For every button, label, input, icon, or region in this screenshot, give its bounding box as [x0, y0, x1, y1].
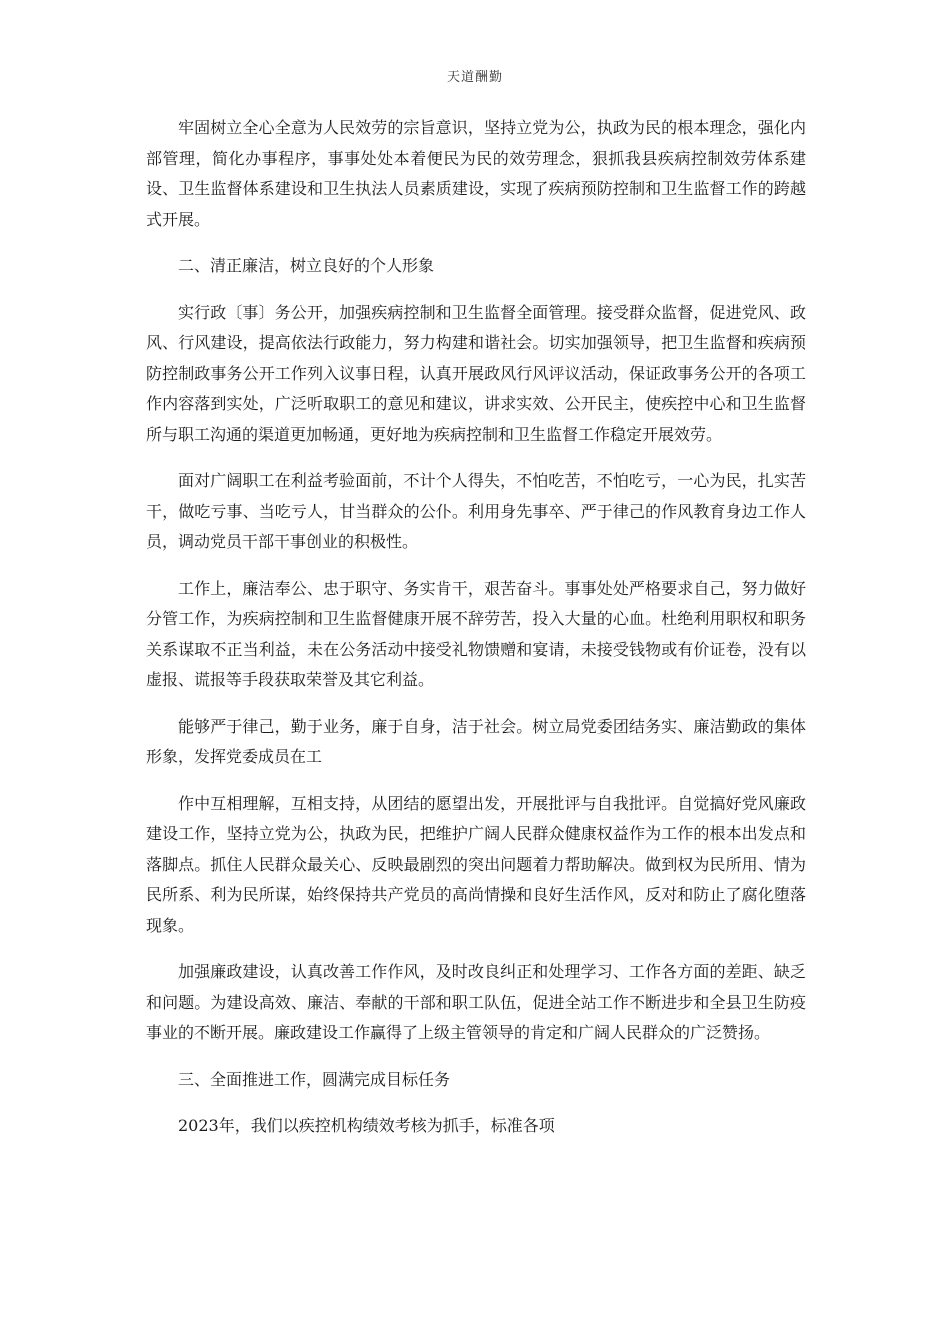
- paragraph-5: 能够严于律己，勤于业务，廉于自身，洁于社会。树立局党委团结务实、廉洁勤政的集体形象，发挥党委成员在工: [146, 716, 806, 766]
- paragraph-4: 工作上，廉洁奉公、忠于职守、务实肯干，艰苦奋斗。事事处处严格要求自己，努力做好分管工作，为疾病控制和卫生监督健康开展不辞劳苦，投入大量的心血。杜绝利用职权和职务关系谋取不正当利益，未在公务活动中接受礼物馈赠和宴请，未接受钱物或有价证卷，没有以虚报、谎报等手段获取荣誉及其它利益。: [146, 578, 806, 689]
- section-heading-3: 三、全面推进工作，圆满完成目标任务: [178, 1069, 451, 1089]
- paragraph-2: 实行政〔事〕务公开，加强疾病控制和卫生监督全面管理。接受群众监督，促进党风、政风、行风建设，提高依法行政能力，努力构建和谐社会。切实加强领导，把卫生监督和疾病预防控制政事务公开工作列入议事日程，认真开展政风行风评议活动，保证政事务公开的各项工作内容落到实处，广泛听取职工的意见和建议，讲求实效、公开民主，使疾控中心和卫生监督所与职工沟通的渠道更加畅通，更好地为疾病控制和卫生监督工作稳定开展效劳。: [146, 302, 806, 444]
- paragraph-7: 加强廉政建设，认真改善工作作风，及时改良纠正和处理学习、工作各方面的差距、缺乏和问题。为建设高效、廉洁、奉献的干部和职工队伍，促进全站工作不断进步和全县卫生防疫事业的不断开展。廉政建设工作赢得了上级主管领导的肯定和广阔人民群众的广泛赞扬。: [146, 962, 806, 1042]
- paragraph-1: 牢固树立全心全意为人民效劳的宗旨意识，坚持立党为公，执政为民的根本理念，强化内部管理，简化办事程序，事事处处本着便民为民的效劳理念，狠抓我县疾病控制效劳体系建设、卫生监督体系建设和卫生执法人员素质建设，实现了疾病预防控制和卫生监督工作的跨越式开展。: [146, 118, 806, 229]
- page-header: 天道酬勤: [446, 70, 503, 85]
- paragraph-8: 2023年，我们以疾控机构绩效考核为抓手，标准各项: [178, 1116, 555, 1135]
- paragraph-3: 面对广阔职工在利益考验面前，不计个人得失，不怕吃苦，不怕吃亏，一心为民，扎实苦干，做吃亏事、当吃亏人，甘当群众的公仆。利用身先事卒、严于律己的作风教育身边工作人员，调动党员干部干事创业的积极性。: [146, 471, 806, 551]
- section-heading-2: 二、清正廉洁，树立良好的个人形象: [178, 256, 435, 275]
- document-body: [146, 113, 806, 1158]
- paragraph-6: 作中互相理解，互相支持，从团结的愿望出发，开展批评与自我批评。自觉搞好党风廉政建设工作，坚持立党为公，执政为民，把维护广阔人民群众健康权益作为工作的根本出发点和落脚点。抓住人民群众最关心、反映最剧烈的突出问题着力帮助解决。做到权为民所用、情为民所系、利为民所谋，始终保持共产党员的高尚情操和良好生活作风，反对和防止了腐化堕落现象。: [146, 793, 806, 935]
